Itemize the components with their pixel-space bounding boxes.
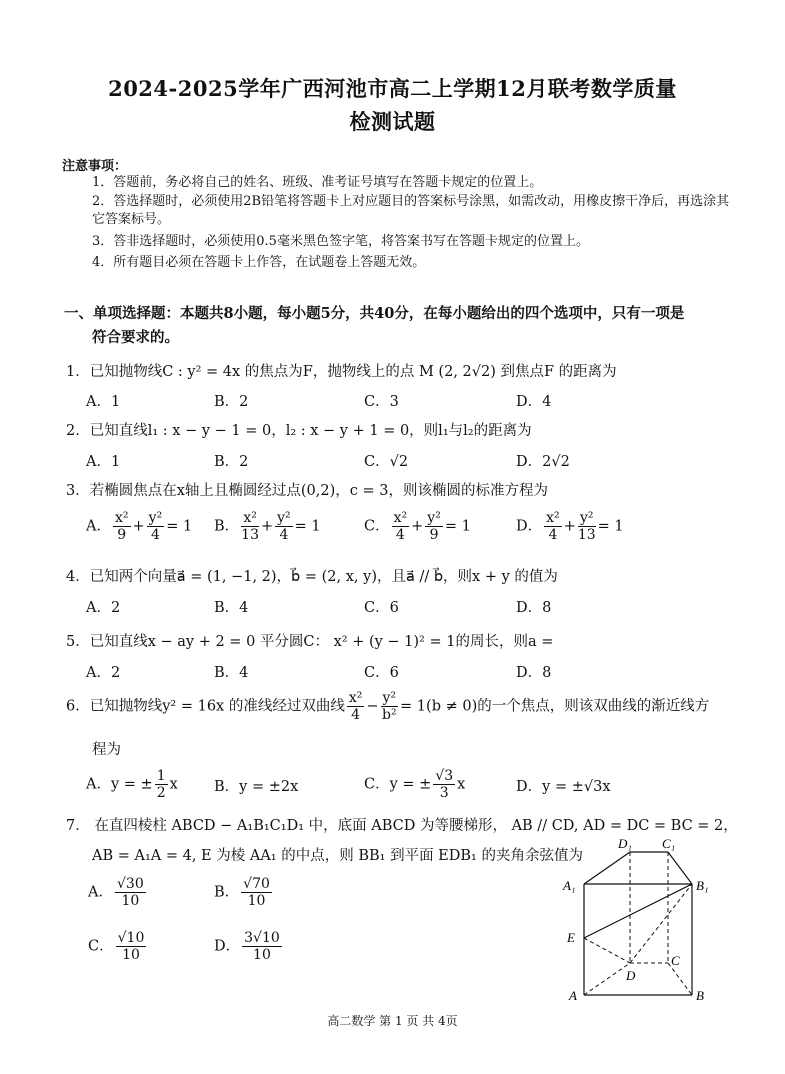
q3-option-c-label: C． (364, 518, 390, 535)
q5-option-d: D．8 (516, 665, 552, 681)
q6-option-b (214, 775, 298, 796)
notice-item-1: 1．答题前，务必将自己的姓名、班级、准考证号填写在答题卡规定的位置上。 (92, 175, 543, 190)
q7-option-b-label: B． (214, 884, 240, 901)
edge-ad-hidden (584, 963, 630, 995)
q3d-num2: y² (578, 510, 596, 527)
q6a-den: 2 (156, 785, 166, 801)
q6-option-d (516, 775, 611, 796)
q6a-suffix: x (169, 776, 178, 793)
q6c-den: 3 (439, 785, 449, 801)
segment-db1-hidden (630, 884, 692, 963)
q3a-num2: y² (148, 510, 163, 526)
question-3-stem: 3．若椭圆焦点在x轴上且椭圆经过点(0,2)，c = 3，则该椭圆的标准方程为 (66, 483, 548, 499)
q6-stem-tail: = 1(b ≠ 0)的一个焦点，则该双曲线的渐近线方 (400, 698, 710, 715)
q6-option-d-label: D． (516, 779, 543, 795)
q7-option-a (88, 876, 148, 909)
q3d-num1: x² (546, 510, 560, 526)
page-title-line2: 检测试题 (349, 109, 436, 134)
q3-option-a (86, 510, 192, 543)
edge-a1d1 (584, 852, 630, 884)
q2-option-a: A．1 (86, 454, 121, 470)
q7b-num: √70 (243, 876, 270, 892)
q3a-num1: x² (114, 510, 129, 526)
label-a: A (569, 988, 577, 1003)
q3-option-d-label: D． (516, 518, 543, 535)
segment-eb1 (584, 884, 692, 938)
q3c-num2: y² (427, 510, 441, 526)
label-a1: A₁ (563, 878, 576, 893)
q3-option-d (516, 510, 624, 543)
q2-option-b: B．2 (214, 454, 249, 470)
q6-den1: 4 (351, 707, 361, 723)
q1-option-c: C．3 (364, 394, 399, 410)
q6-minus: − (366, 698, 379, 715)
q7-option-c-label: C． (88, 938, 114, 955)
q6-option-a (86, 768, 178, 801)
q3c-eq: = 1 (444, 518, 471, 535)
notice-item-4: 4．所有题目必须在答题卡上作答，在试题卷上答题无效。 (92, 255, 426, 270)
q3c-den2: 9 (429, 527, 439, 543)
question-7-stem-line2: AB = A₁A = 4, E 为棱 AA₁ 的中点，则 BB₁ 到平面 EDB₁ 的夹角余弦值为 (92, 848, 583, 864)
q6c-prefix: y = ± (389, 776, 432, 793)
question-5-stem: 5．已知直线x − ay + 2 = 0 平分圆C： x² + (y − 1)² = 1的周长，则a = (66, 634, 554, 650)
q4-option-d: D．8 (516, 600, 552, 616)
label-d: D (626, 968, 636, 983)
q6-den2: b² (381, 707, 397, 723)
section-heading-line1: 一、单项选择题：本题共8小题，每小题5分，共40分，在每小题给出的四个选项中，只有一项是 (64, 305, 685, 322)
q7d-den: 10 (253, 947, 271, 963)
question-7-stem: 7． 在直四棱柱 ABCD − A₁B₁C₁D₁ 中，底面 ABCD 为等腰梯形， AB // CD, AD = DC = BC = 2， (66, 818, 738, 834)
notice-item-2: 2．答选择题时，必须使用2B铅笔将答题卡上对应题目的答案标号涂黑，如需改动，用橡皮擦干净后，再选涂其它答案标号。 (92, 194, 730, 227)
q1-option-a: A．1 (86, 394, 121, 410)
edge-c1b1 (668, 852, 692, 884)
q6c-num: √3 (435, 768, 454, 784)
q3d-den1: 4 (548, 527, 558, 543)
q3a-eq: = 1 (166, 518, 193, 535)
label-c: C (671, 953, 680, 968)
q3a-den1: 9 (117, 527, 127, 543)
label-c1: C₁ (662, 836, 676, 851)
notice-item-3: 3．答非选择题时，必须使用0.5毫米黑色签字笔，将答案书写在答题卡规定的位置上。 (92, 234, 589, 249)
q6b-value: y = ±2x (239, 779, 299, 795)
q3-option-b (214, 510, 321, 543)
q3-option-a-label: A． (86, 518, 111, 535)
q3b-eq: = 1 (294, 518, 321, 535)
q7-option-d-label: D． (214, 938, 241, 955)
q2-option-d: D．2√2 (516, 454, 570, 470)
q6d-value: y = ±√3x (542, 779, 611, 795)
q6-option-b-label: B． (214, 779, 240, 795)
q7a-num: √30 (116, 876, 144, 892)
q6c-suffix: x (457, 776, 466, 793)
page-title-line1: 2024-2025学年广西河池市高二上学期12月联考数学质量 (108, 76, 677, 101)
q4-option-a: A．2 (86, 600, 121, 616)
q7-option-c (88, 930, 148, 963)
q1-option-b: B．2 (214, 394, 249, 410)
question-2-stem: 2．已知直线l₁ : x − y − 1 = 0，l₂ : x − y + 1 = 0，则l₁与l₂的距离为 (66, 423, 532, 439)
q7c-den: 10 (122, 947, 140, 963)
q6a-num: 1 (156, 768, 166, 784)
q6-option-c (364, 768, 465, 801)
label-b: B (696, 988, 704, 1003)
q3a-plus: + (132, 518, 145, 535)
q7-option-d (214, 930, 284, 963)
q4-option-b: B．4 (214, 600, 249, 616)
label-e: E (567, 930, 575, 945)
q6-option-a-label: A． (86, 776, 111, 793)
question-1-stem: 1．已知抛物线C : y² = 4x 的焦点为F，抛物线上的点 M (2, 2√2) 到焦点F 的距离为 (66, 364, 617, 380)
q6a-prefix: y = ± (110, 776, 153, 793)
section-heading-line2: 符合要求的。 (92, 329, 179, 346)
q7a-den: 10 (121, 893, 140, 909)
q3b-num2: y² (277, 510, 291, 526)
q7-option-a-label: A． (88, 884, 113, 901)
q4-option-c: C．6 (364, 600, 399, 616)
q7d-num: 3√10 (244, 930, 280, 946)
q3c-num1: x² (393, 510, 408, 526)
q3b-den1: 13 (241, 527, 259, 543)
segment-ed-hidden (584, 938, 630, 963)
question-4-stem: 4．已知两个向量a⃗ = (1, −1, 2)，b⃗ = (2, x, y)，且a⃗ // b⃗，则x + y 的值为 (66, 569, 558, 585)
q3c-den1: 4 (395, 527, 405, 543)
q3b-plus: + (260, 518, 274, 535)
q7b-den: 10 (247, 893, 266, 909)
q3b-num1: x² (241, 510, 259, 527)
page-footer: 高二数学 第 1 页 共 4页 (327, 1014, 458, 1028)
label-d1: D₁ (618, 836, 632, 851)
q3a-den2: 4 (150, 527, 160, 543)
q7c-num: √10 (117, 930, 145, 946)
q6-num2: y² (382, 690, 397, 706)
q3c-plus: + (411, 518, 424, 535)
q2-option-c: C．√2 (364, 454, 409, 470)
q3-option-b-label: B． (214, 518, 240, 535)
notice-heading: 注意事项： (62, 159, 128, 174)
label-b1: B₁ (696, 878, 709, 893)
q6-stem-start: 6．已知抛物线y² = 16x 的准线经过双曲线 (66, 698, 345, 715)
question-6-stem-line2: 程为 (92, 742, 121, 758)
q3d-plus: + (563, 518, 576, 535)
q3-option-c (364, 510, 471, 543)
q6-num1: x² (348, 690, 363, 706)
q6-option-c-label: C． (364, 776, 390, 793)
q3b-den2: 4 (279, 527, 289, 543)
q5-option-b: B．4 (214, 665, 249, 681)
q5-option-c: C．6 (364, 665, 399, 681)
question-6-stem (66, 690, 709, 723)
q3d-den2: 13 (577, 527, 596, 543)
q3d-eq: = 1 (597, 518, 624, 535)
prism-figure (560, 830, 720, 1005)
q7-option-b (214, 876, 274, 909)
q5-option-a: A．2 (86, 665, 121, 681)
q1-option-d: D．4 (516, 394, 552, 410)
